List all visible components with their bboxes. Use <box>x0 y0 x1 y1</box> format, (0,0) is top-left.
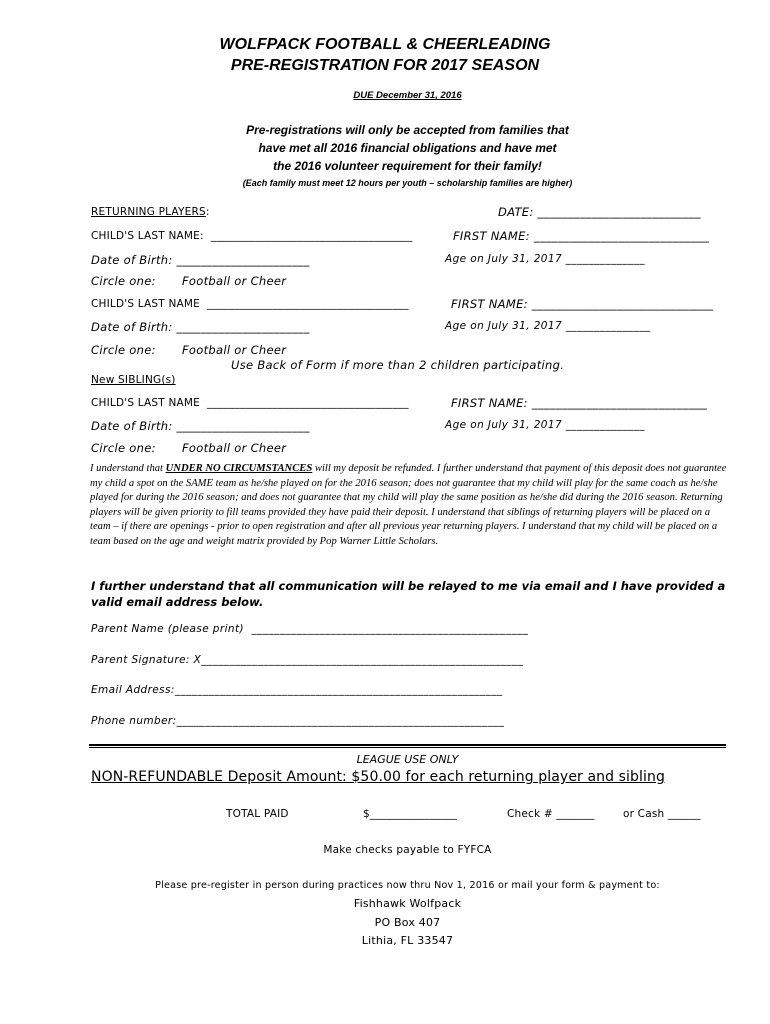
sibling-last-name-field[interactable]: CHILD'S LAST NAME _____________________________________ <box>91 397 409 409</box>
new-siblings-heading: New SIBLING(s) <box>91 374 176 386</box>
terms-emphasis: UNDER NO CIRCUMSTANCES <box>165 463 313 474</box>
cash-field[interactable]: or Cash ______ <box>623 808 701 820</box>
returning-heading-text: RETURNING PLAYERS <box>91 206 206 218</box>
child1-age-field[interactable]: Age on July 31, 2017 ______________ <box>445 253 645 265</box>
form-title-line1: WOLFPACK FOOTBALL & CHEERLEADING <box>219 36 551 53</box>
mailing-city: Lithia, FL 33547 <box>361 934 454 947</box>
mail-instructions: Please pre-register in person during practices now thru Nov 1, 2016 or mail your form & payment to: <box>155 880 660 891</box>
terms-intro: I understand that <box>90 463 166 474</box>
email-communication-statement: I further understand that all communication will be relayed to me via email and I have provided a valid email address below. <box>91 579 726 609</box>
child1-first-name-field[interactable]: FIRST NAME: _____________________________ <box>453 229 710 243</box>
total-paid-amount-field[interactable]: $________________ <box>363 808 458 820</box>
notice-line1: Pre-registrations will only be accepted from families that <box>246 123 569 137</box>
checks-payable-note: Make checks payable to FYFCA <box>323 844 492 856</box>
child2-sport-options[interactable]: Football or Cheer <box>182 343 287 357</box>
league-divider-thin <box>89 747 726 748</box>
back-of-form-note: Use Back of Form if more than 2 children participating. <box>231 358 565 372</box>
sibling-first-name-field[interactable]: FIRST NAME: _____________________________ <box>451 396 708 410</box>
due-date: DUE December 31, 2016 <box>353 90 462 101</box>
sibling-circle-label: Circle one: <box>91 441 156 455</box>
returning-heading-colon: : <box>205 206 210 218</box>
notice-line3: the 2016 volunteer requirement for their family! <box>273 159 542 173</box>
child1-dob-field[interactable]: Date of Birth: ______________________ <box>91 253 310 267</box>
sibling-dob-field[interactable]: Date of Birth: ______________________ <box>91 419 310 433</box>
terms-body: will my deposit be refunded. I further understand that payment of this deposit does not guarantee my child a spot on the SAME team as he/she played on for the 2016 season; does not guarantee that my child will play for the same coach as he/she played for during the 2016 season; and does not guarantee that my child will play the same position as he/she did during the 2016 season. Returning players will be given priority to fill teams provided they have paid their deposit. I understand that siblings of returning players will be placed on a team – if there are openings - prior to open registration and after all previous year returning players. I understand that my child will be placed on a team based on the age and weight matrix provided by Pop Warner Little Scholars. <box>90 463 727 547</box>
child2-circle-label: Circle one: <box>91 343 156 357</box>
league-divider-thick <box>89 744 726 746</box>
email-address-field[interactable]: Email Address:__________________________________________________________ <box>91 684 503 696</box>
child1-last-name-field[interactable]: CHILD'S LAST NAME: _____________________________________ <box>91 230 413 242</box>
form-title-line2: PRE-REGISTRATION FOR 2017 SEASON <box>230 57 540 74</box>
total-paid-label: TOTAL PAID <box>226 808 289 820</box>
child1-sport-options[interactable]: Football or Cheer <box>182 274 287 288</box>
mailing-org-name: Fishhawk Wolfpack <box>353 897 462 910</box>
child2-dob-field[interactable]: Date of Birth: ______________________ <box>91 320 310 334</box>
date-field[interactable]: DATE: ___________________________ <box>498 205 701 219</box>
sibling-age-field[interactable]: Age on July 31, 2017 ______________ <box>445 419 645 431</box>
notice-line4: (Each family must meet 12 hours per youth – scholarship families are higher) <box>242 178 573 188</box>
child2-first-name-field[interactable]: FIRST NAME: ______________________________ <box>451 297 714 311</box>
check-number-field[interactable]: Check # _______ <box>507 808 595 820</box>
refund-terms-paragraph <box>90 462 730 550</box>
mailing-po-box: PO Box 407 <box>374 916 441 929</box>
child1-circle-label: Circle one: <box>91 274 156 288</box>
child2-last-name-field[interactable]: CHILD'S LAST NAME _____________________________________ <box>91 298 409 310</box>
notice-line2: have met all 2016 financial obligations and have met <box>258 141 557 155</box>
league-use-only-heading: LEAGUE USE ONLY <box>356 753 459 766</box>
deposit-amount-line: NON-REFUNDABLE Deposit Amount: $50.00 for each returning player and sibling <box>91 769 665 785</box>
sibling-sport-options[interactable]: Football or Cheer <box>182 441 287 455</box>
child2-age-field[interactable]: Age on July 31, 2017 _______________ <box>445 320 651 332</box>
returning-players-heading <box>91 206 210 218</box>
parent-signature-field[interactable]: Parent Signature: X_________________________________________________________ <box>91 654 524 666</box>
phone-number-field[interactable]: Phone number:__________________________________________________________ <box>91 715 505 727</box>
parent-name-field[interactable]: Parent Name (please print) _________________________________________________ <box>91 623 529 635</box>
